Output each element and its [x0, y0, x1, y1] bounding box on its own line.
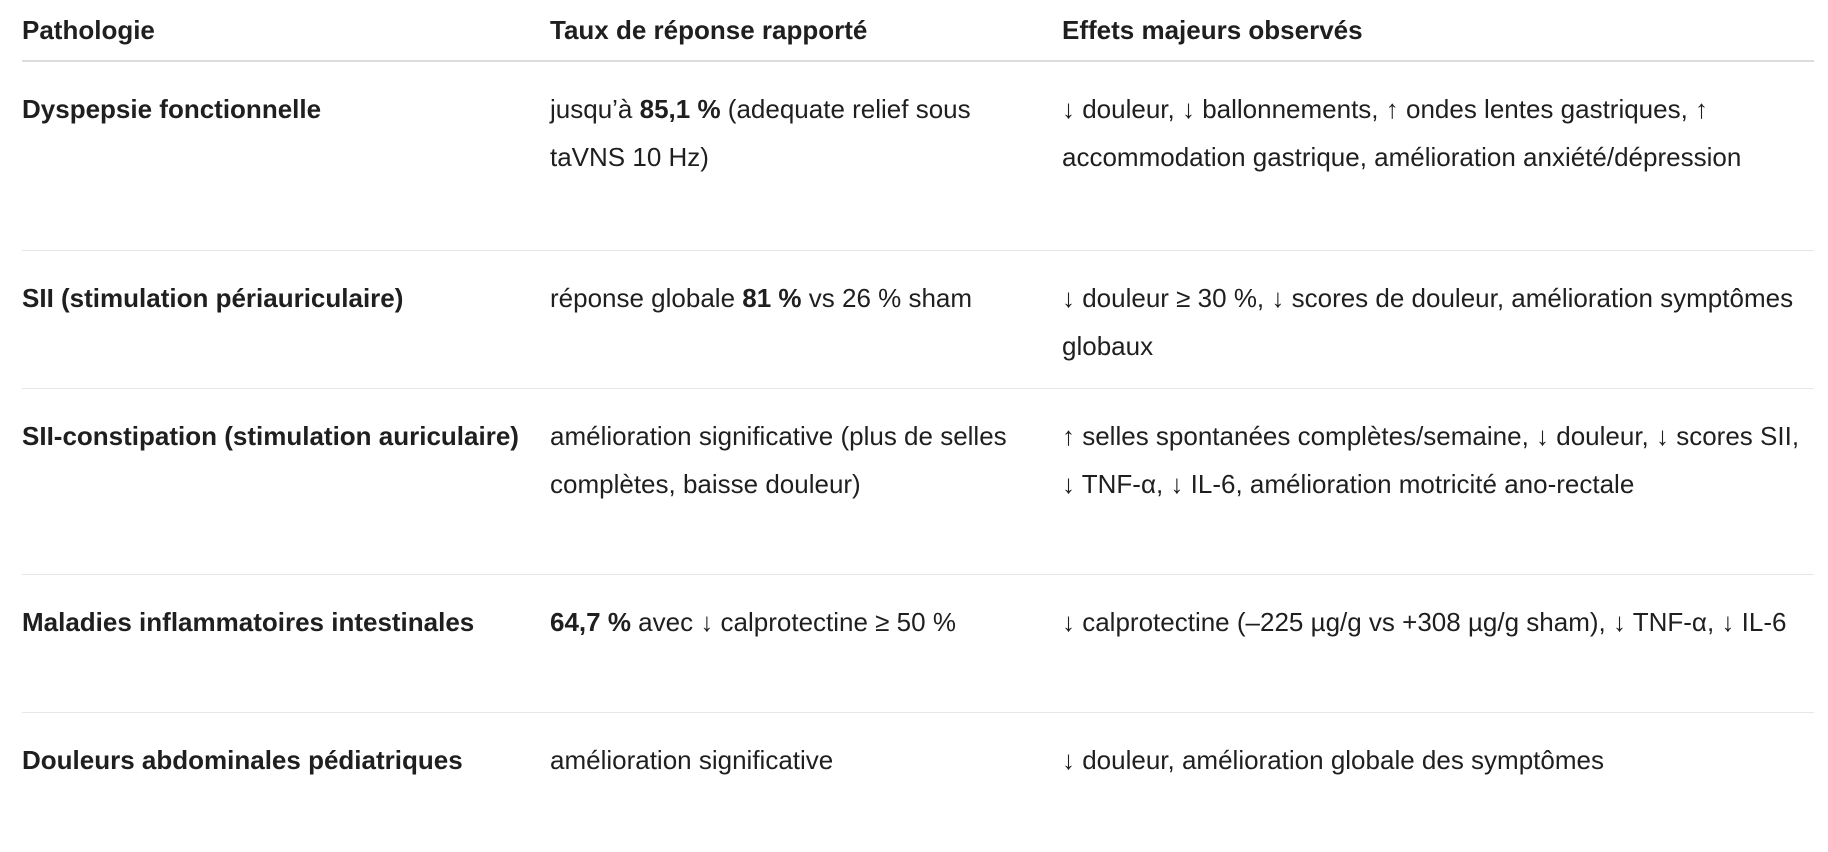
response-text: amélioration significative [550, 745, 834, 775]
effects-cell: ↑ selles spontanées complètes/semaine, ↓ douleur, ↓ scores SII, ↓ TNF-α, ↓ IL-6, amélioration motricité ano-rectale [1062, 421, 1800, 499]
response-cell [550, 389, 1062, 574]
response-text: (adequate relief sous taVNS 10 Hz) [550, 94, 971, 172]
header-response: Taux de réponse rapporté [550, 15, 868, 45]
pathology-cell: SII-constipation (stimulation auriculaire) [22, 421, 519, 451]
effects-cell: ↓ douleur ≥ 30 %, ↓ scores de douleur, amélioration symptômes globaux [1062, 283, 1794, 361]
response-highlight: 81 % [742, 283, 802, 313]
response-text: jusqu’à [550, 94, 640, 124]
header-pathology: Pathologie [22, 15, 155, 45]
response-text: amélioration significative (plus de selles complètes, baisse douleur) [550, 421, 1007, 499]
effects-cell: ↓ douleur, ↓ ballonnements, ↑ ondes lentes gastriques, ↑ accommodation gastrique, amélioration anxiété/dépression [1062, 94, 1742, 172]
pathology-cell: SII (stimulation périauriculaire) [22, 283, 404, 313]
table-row [22, 389, 1814, 575]
effects-cell: ↓ douleur, amélioration globale des symptômes [1062, 745, 1604, 775]
table-row [22, 575, 1814, 713]
response-cell [550, 62, 1062, 250]
table-row [22, 251, 1814, 389]
data-table [22, 0, 1814, 849]
header-effects: Effets majeurs observés [1062, 15, 1363, 45]
table-row [22, 713, 1814, 849]
response-cell [550, 251, 1062, 388]
response-text: réponse globale [550, 283, 743, 313]
response-text: avec ↓ calprotectine ≥ 50 % [630, 607, 956, 637]
response-cell [550, 575, 1062, 712]
pathology-cell: Dyspepsie fonctionnelle [22, 94, 322, 124]
effects-cell: ↓ calprotectine (–225 µg/g vs +308 µg/g sham), ↓ TNF-α, ↓ IL-6 [1062, 607, 1787, 637]
response-text: vs 26 % sham [801, 283, 973, 313]
response-cell [550, 713, 1062, 849]
response-highlight: 85,1 % [639, 94, 721, 124]
response-highlight: 64,7 % [550, 607, 631, 637]
pathology-cell: Douleurs abdominales pédiatriques [22, 745, 463, 775]
table-row [22, 62, 1814, 251]
pathology-cell: Maladies inflammatoires intestinales [22, 607, 475, 637]
table-header-row [22, 0, 1814, 62]
